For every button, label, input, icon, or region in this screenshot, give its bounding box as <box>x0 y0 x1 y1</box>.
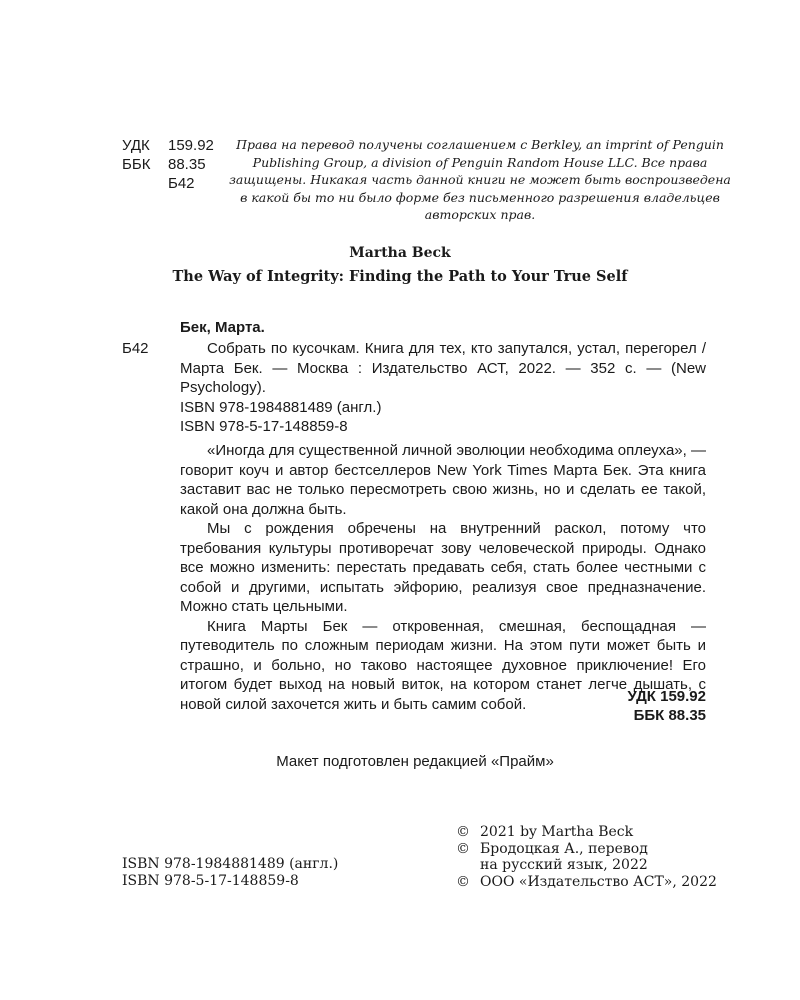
copyright-line-3 <box>456 874 717 891</box>
catalog-mark: Б42 <box>122 340 149 357</box>
author-mark: Б42 <box>168 175 195 192</box>
original-title: The Way of Integrity: Finding the Path to Your True Self <box>172 268 628 285</box>
classification-block <box>122 136 214 193</box>
copyright-line-1 <box>456 824 717 841</box>
annotation <box>180 441 706 714</box>
copyright-symbol: © <box>456 824 470 840</box>
rights-notice: Права на перевод получены соглашением с Berkley, an imprint of Penguin Publishing Group, a division of Penguin Random House LLC. Все права защищены. Никакая часть данной книги не может быть воспроизведена в какой бы то ни было форме без письменного разрешения владельцев авторских прав. <box>229 137 731 222</box>
copyright-line-2 <box>456 841 717 858</box>
copyright-symbol: © <box>456 840 470 857</box>
bottom-isbn-2: ISBN 978-5-17-148859-8 <box>122 873 299 889</box>
index-bbk: ББК 88.35 <box>633 707 706 724</box>
catalog-isbn-2: ISBN 978-5-17-148859-8 <box>180 418 348 435</box>
copyright-line-2b <box>456 857 717 874</box>
copyright-text-2b: на русский язык, 2022 <box>480 857 648 873</box>
bottom-isbn-1: ISBN 978-1984881489 (англ.) <box>122 856 339 872</box>
copyright-text-2a: Бродоцкая А., перевод <box>480 840 648 857</box>
copyright-block <box>456 824 717 890</box>
catalog-isbn-1: ISBN 978-1984881489 (англ.) <box>180 399 382 416</box>
annotation-paragraph-3: Книга Марты Бек — откровенная, смешная, беспощадная — путеводитель по сложным периодам жизни. На этом пути может быть и страшно, и больно, но таково настоящее духовное приключение! Его итогом будет выход на новый виток, на котором станет легче дышать, с новой силой захочется жить и быть самим собой. <box>180 617 706 713</box>
layout-note: Макет подготовлен редакцией «Прайм» <box>276 753 554 770</box>
bbk-value: 88.35 <box>168 156 206 173</box>
index-udk: УДК 159.92 <box>627 688 706 705</box>
udk-label: УДК <box>122 137 150 154</box>
annotation-paragraph-1: «Иногда для существенной личной эволюции необходима оплеуха», — говорит коуч и автор бестселлеров New York Times Марта Бек. Эта книга заставит вас не только пересмотреть свою жизнь, но и сделать ее такой, какой она должна быть. <box>180 442 706 518</box>
catalog-description: Собрать по кусочкам. Книга для тех, кто запутался, устал, перегорел / Марта Бек. — Москва : Издательство АСТ, 2022. — 352 с. — (New Psychology). <box>180 340 706 396</box>
catalog-heading: Бек, Марта. <box>180 319 265 336</box>
bbk-label: ББК <box>122 156 151 173</box>
copyright-text-1: 2021 by Martha Beck <box>480 824 634 840</box>
copyright-text-3: ООО «Издательство АСТ», 2022 <box>480 873 717 890</box>
annotation-paragraph-2: Мы с рождения обречены на внутренний раскол, потому что требования культуры противоречат зову человеческой природы. Однако все можно изменить: перестать предавать себя, стать более честными с собой и другими, испытать эйфорию, реализуя свое предназначение. Можно стать цельными. <box>180 520 706 615</box>
original-author: Martha Beck <box>349 245 451 261</box>
udk-value: 159.92 <box>168 137 214 154</box>
copyright-symbol: © <box>456 873 470 890</box>
